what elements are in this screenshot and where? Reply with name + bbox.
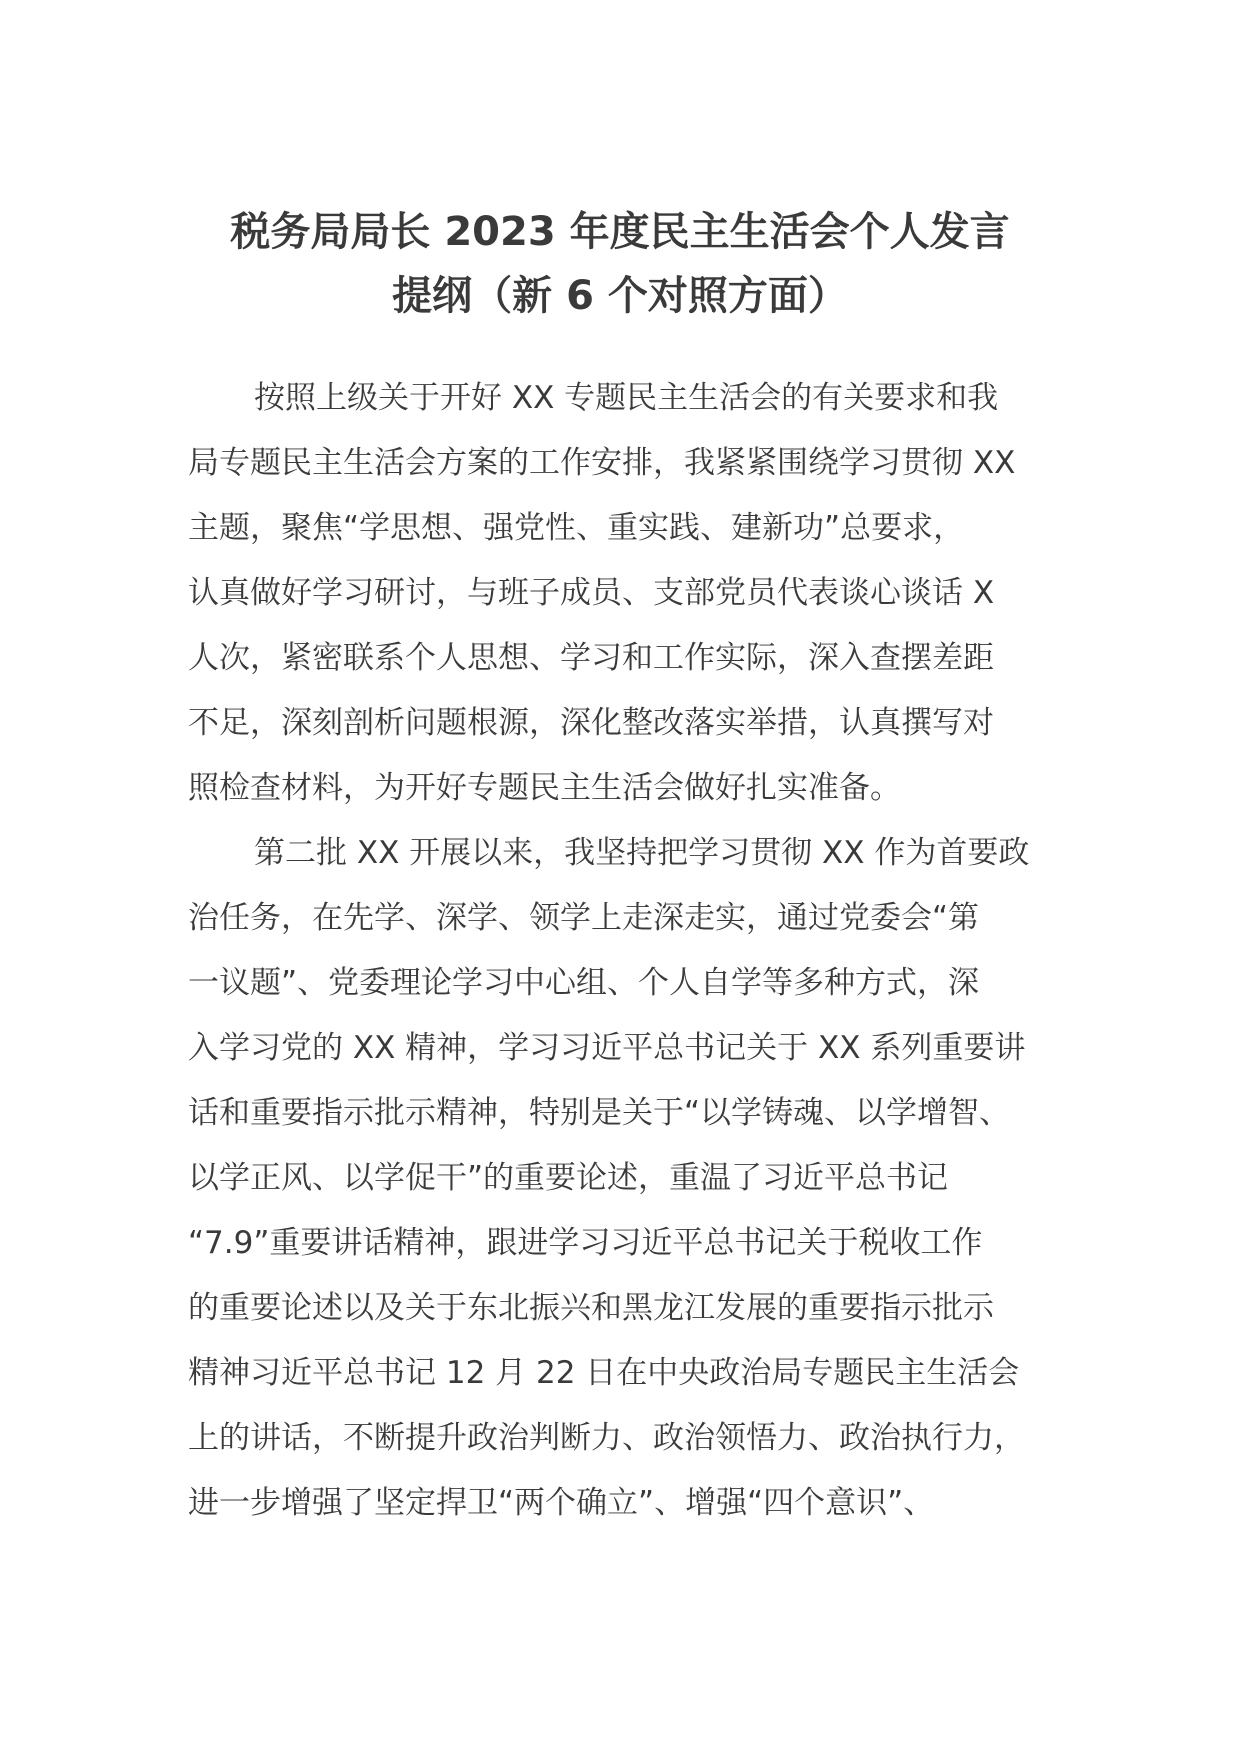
paragraph-line: 人次，紧密联系个人思想、学习和工作实际，深入查摆差距: [188, 640, 994, 676]
title-line: 税务局局长 2023 年度民主生活会个人发言: [230, 209, 1010, 255]
paragraph: [188, 366, 1068, 821]
paragraph-line: 不足，深刻剖析问题根源，深化整改落实举措，认真撰写对: [188, 705, 994, 741]
paragraph-line: 精神习近平总书记 12 月 22 日在中央政治局专题民主生活会: [188, 1355, 1020, 1391]
paragraph-line: 以学正风、以学促干”的重要论述，重温了习近平总书记: [188, 1160, 949, 1196]
paragraph-line: 认真做好学习研讨，与班子成员、支部党员代表谈心谈话 X: [188, 575, 995, 611]
paragraph-line: 治任务，在先学、深学、领学上走深走实，通过党委会“第: [188, 900, 980, 936]
document-title: [180, 200, 1060, 328]
paragraph-line: 一议题”、党委理论学习中心组、个人自学等多种方式，深: [188, 965, 980, 1001]
paragraph-line: 照检查材料，为开好专题民主生活会做好扎实准备。: [188, 770, 901, 806]
paragraph-line: “7.9”重要讲话精神，跟进学习习近平总书记关于税收工作: [188, 1225, 983, 1261]
paragraph-line: 进一步增强了坚定捍卫“两个确立”、增强“四个意识”、: [188, 1485, 935, 1521]
paragraph-line: 局专题民主生活会方案的工作安排，我紧紧围绕学习贯彻 XX: [188, 445, 1016, 481]
paragraph-line: 话和重要指示批示精神，特别是关于“以学铸魂、以学增智、: [188, 1095, 1011, 1131]
document-body: [188, 366, 1068, 1536]
paragraph-line: 上的讲话，不断提升政治判断力、政治领悟力、政治执行力，: [188, 1420, 1025, 1456]
paragraph-line: 按照上级关于开好 XX 专题民主生活会的有关要求和我: [254, 380, 999, 416]
paragraph-line: 主题，聚焦“学思想、强党性、重实践、建新功”总要求，: [188, 510, 965, 546]
paragraph-line: 入学习党的 XX 精神，学习习近平总书记关于 XX 系列重要讲: [188, 1030, 1026, 1066]
paragraph-line: 的重要论述以及关于东北振兴和黑龙江发展的重要指示批示: [188, 1290, 994, 1326]
paragraph-line: 第二批 XX 开展以来，我坚持把学习贯彻 XX 作为首要政: [254, 835, 1030, 871]
paragraph: [188, 821, 1068, 1536]
title-line: 提纲（新 6 个对照方面）: [392, 273, 848, 319]
